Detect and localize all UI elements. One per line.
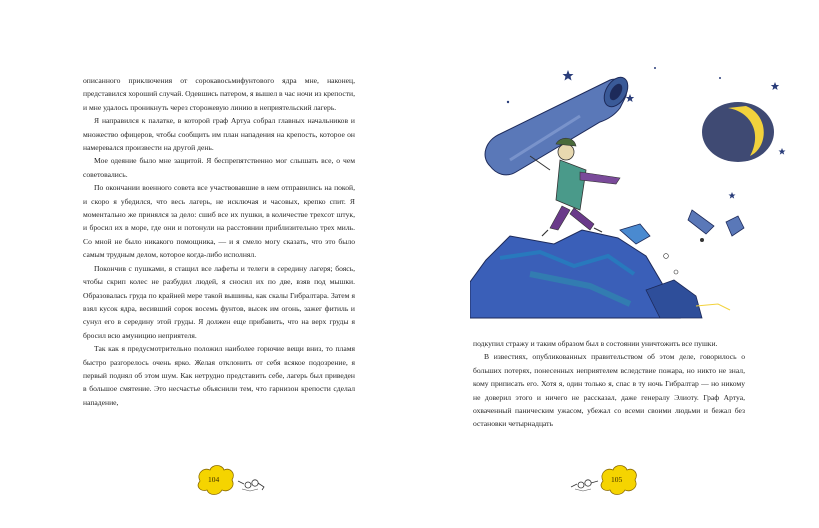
rock-cliff-icon (470, 224, 730, 318)
paragraph: По окончании военного совета все участвовавшие в нем отправились на покой, и скоро я убедился, что весь лагерь, не исключая и часовых, крепко спит. Я моментально же принялся за дело: сшиб все их пушки, в количестве трехсот штук, и бросил их в море, где они и потонули на расстоянии приблизительно трех миль. Со мной не было никакого помощника, — и я смело могу сказать, что это было самым трудным делом, которое когда-либо исполнял. (83, 183, 355, 260)
right-page (410, 0, 819, 528)
page-number: 105 (611, 475, 623, 484)
paragraph: описанного приключения от сорокавосьмифунтового ядра мне, наконец, представился хороший случай. Одевшись патером, я вышел в час ночи из крепости, и мне удалось проникнуть через сторожевую линию в неприятельский лагерь. (83, 76, 355, 112)
flying-cannon-icon (688, 210, 744, 242)
paragraph: Мое одеяние было мне защитой. Я беспрепятственно мог слышать все, о чем советовались. (83, 156, 355, 179)
page-number-ornament (565, 461, 645, 501)
left-page (0, 0, 409, 528)
left-page-text (83, 74, 355, 409)
page-number: 104 (208, 475, 220, 484)
right-page-text (473, 337, 745, 431)
moon-night-icon (702, 102, 774, 162)
paragraph: В известиях, опубликованных правительством об этом деле, говорилось о больших потерях, понесенных неприятелем вследствие пожара, но никто не знал, кому приписать его. Хотя я, один только я, спас в ту ночь Гибралтар — но никому не доверил этого и ничего не рассказал, даже генералу Элиоту. Граф Артуа, охваченный паническим ужасом, убежал со всеми своими людьми и бежал без остановки четырнадцать (473, 352, 745, 429)
paragraph: Я направился к палатке, в которой граф Артуа собрал главных начальников и множество офицеров, чтобы сообщить им план нападения на крепость, которое он намеревался произвести на другой день. (83, 116, 355, 153)
paragraph: Покончив с пушками, я стащил все лафеты и телеги в середину лагеря; боясь, чтобы скрип колес не разбудил людей, я сносил их по две, взяв под мышки. Образовалась груда по крайней мере такой вышины, как скалы Гибралтара. Затем я взял кусок ядра, весивший сорок восемь фунтов, высек им огонь, зажег фитиль и сунул его в середину этой груды. Я должен еще прибавить, что на верх груды я бросил всю амуницию неприятеля. (83, 263, 355, 340)
cannon-icon (485, 73, 633, 175)
paragraph: подкупил стражу и таким образом был в состоянии уничтожить все пушки. (473, 339, 718, 348)
baron-cannon-illustration (470, 60, 800, 320)
cannonball-chain-icon (238, 480, 264, 491)
paragraph: Так как я предусмотрительно положил наиболее горючие вещи вниз, то пламя быстро разгорелось очень ярко. Желая отклонить от себя всякое подозрение, я первый поднял об этом шум. Как нетрудно представить себе, лагерь был приведен в большое смятение. Это несчастье объяснили тем, что гарнизон крепости сделал нападение, (83, 344, 355, 407)
cloud-badge-icon (192, 461, 272, 501)
cloud-badge-icon (565, 461, 645, 501)
cannonball-chain-icon (571, 480, 598, 491)
page-number-ornament (192, 461, 272, 501)
